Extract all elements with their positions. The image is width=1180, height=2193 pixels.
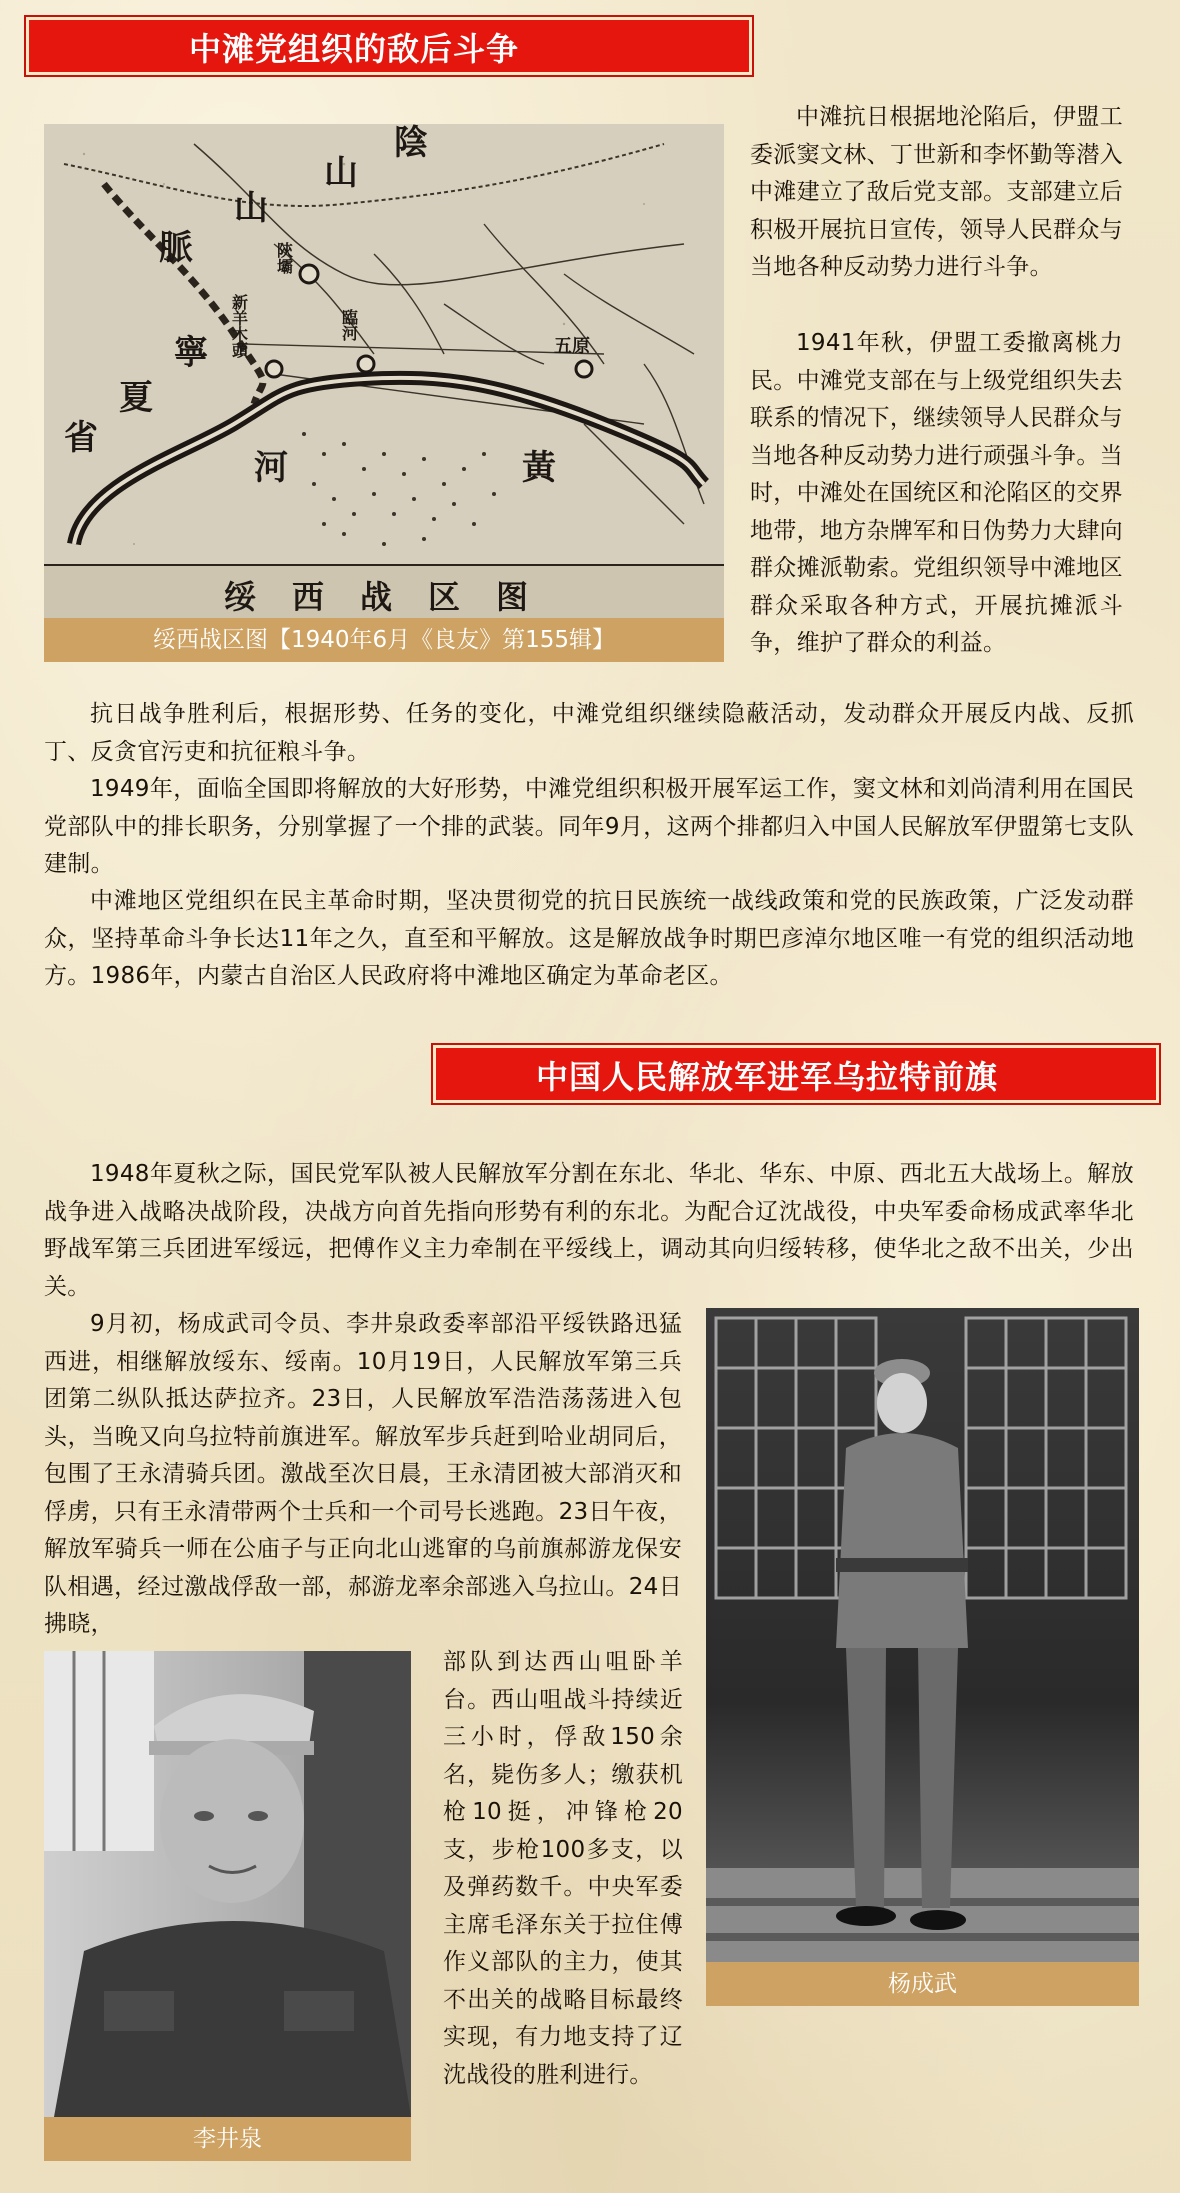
map-label-xinyuan: 新羊木頭 (229, 294, 249, 358)
map-title-text: 绥西战区图 (224, 578, 565, 616)
photo-yang-caption: 杨成武 (706, 1962, 1139, 2006)
photo-yang-image (706, 1308, 1139, 1966)
section1-para1: 中滩抗日根据地沦陷后，伊盟工委派窦文林、丁世新和李怀勤等潜入中滩建立了敌后党支部。支部建立后积极开展抗日宣传，领导人民群众与当地各种反动势力进行斗争。 (750, 104, 1123, 280)
section1-para3: 抗日战争胜利后，根据形势、任务的变化，中滩党组织继续隐蔽活动，发动群众开展反内战、反抓丁、反贪官污吏和抗征粮斗争。 (44, 701, 1134, 765)
map-label-shanba: 陝壩 (274, 242, 294, 274)
photo-yang-chengwu (706, 1308, 1139, 1966)
section1-title: 中滩党组织的敌后斗争 (189, 30, 520, 68)
map-label-he: 河 (254, 448, 288, 488)
photo-li-jingquan (44, 1651, 411, 2117)
section2-title-banner (433, 1045, 1159, 1103)
section2-para2b: 部队到达西山咀卧羊台。西山咀战斗持续近三小时，俘敌150余名，毙伤多人；缴获机枪10挺，冲锋枪20支，步枪100多支，以及弹药数千。中央军委主席毛泽东关于拉住傅作义部队的主力，使其不出关的战略目标最终实现，有力地支持了辽沈战役的胜利进行。 (443, 1649, 683, 2088)
section1-para4: 1949年，面临全国即将解放的大好形势，中滩党组织积极开展军运工作，窦文林和刘尚清利用在国民党部队中的排长职务，分别掌握了一个排的武装。同年9月，这两个排都归入中国人民解放军伊盟第七支队建制。 (44, 776, 1134, 877)
section2-title: 中国人民解放军进军乌拉特前旗 (536, 1058, 999, 1096)
map-caption: 绥西战区图【1940年6月《良友》第155辑】 (44, 618, 724, 662)
section2-para1: 1948年夏秋之际，国民党军队被人民解放军分割在东北、华北、华东、中原、西北五大战场上。解放战争进入战略决战阶段，决战方向首先指向形势有利的东北。为配合辽沈战役，中央军委命杨成武率华北野战军第三兵团进军绥远，把傅作义主力牵制在平绥线上，调动其向归绥转移，使华北之敌不出关，少出关。 (44, 1161, 1134, 1300)
map-label-huang: 黃 (522, 448, 556, 488)
section2-para2a: 9月初，杨成武司令员、李井泉政委率部沿平绥铁路迅猛西进，相继解放绥东、绥南。10月19日，人民解放军第三兵团第二纵队抵达萨拉齐。23日，人民解放军浩浩荡荡进入包头，当晚又向乌拉特前旗进军。解放军步兵赶到哈业胡同后，包围了王永清骑兵团。激战至次日晨，王永清团被大部消灭和俘虏，只有王永清带两个士兵和一个司号长逃跑。23日午夜，解放军骑兵一师在公庙子与正向北山逃窜的乌前旗郝游龙保安队相遇，经过激战俘敌一部，郝游龙率余部逃入乌拉山。24日拂晓， (44, 1311, 682, 1637)
map-label-xia: 夏 (119, 378, 153, 418)
map-label-sheng: 省 (64, 418, 98, 458)
map-illustration (44, 124, 724, 624)
section1-title-banner (26, 17, 752, 75)
map-image (44, 124, 724, 624)
map-label-wuyuan: 五原 (554, 336, 590, 357)
map-label-ning: 寧 (174, 333, 208, 373)
map-label-linhe: 臨河 (339, 309, 359, 341)
photo-li-image (44, 1651, 411, 2117)
section1-para2: 1941年秋，伊盟工委撤离桃力民。中滩党支部在与上级党组织失去联系的情况下，继续领导人民群众与当地各种反动势力进行顽强斗争。当时，中滩处在国统区和沦陷区的交界地带，地方杂牌军和日伪势力大肆向群众摊派勒索。党组织领导中滩地区群众采取各种方式，开展抗摊派斗争，维护了群众的利益。 (750, 330, 1123, 656)
section1-para5: 中滩地区党组织在民主革命时期，坚决贯彻党的抗日民族统一战线政策和党的民族政策，广泛发动群众，坚持革命斗争长达11年之久，直至和平解放。这是解放战争时期巴彦淖尔地区唯一有党的组织活动地方。1986年，内蒙古自治区人民政府将中滩地区确定为革命老区。 (44, 888, 1134, 989)
map-label-yin: 陰 (394, 124, 428, 163)
map-label-shan: 山 (324, 153, 358, 193)
map-label-mai: 脈 (159, 228, 193, 268)
map-label-shan2: 山 (234, 188, 268, 228)
photo-li-caption: 李井泉 (44, 2117, 411, 2161)
